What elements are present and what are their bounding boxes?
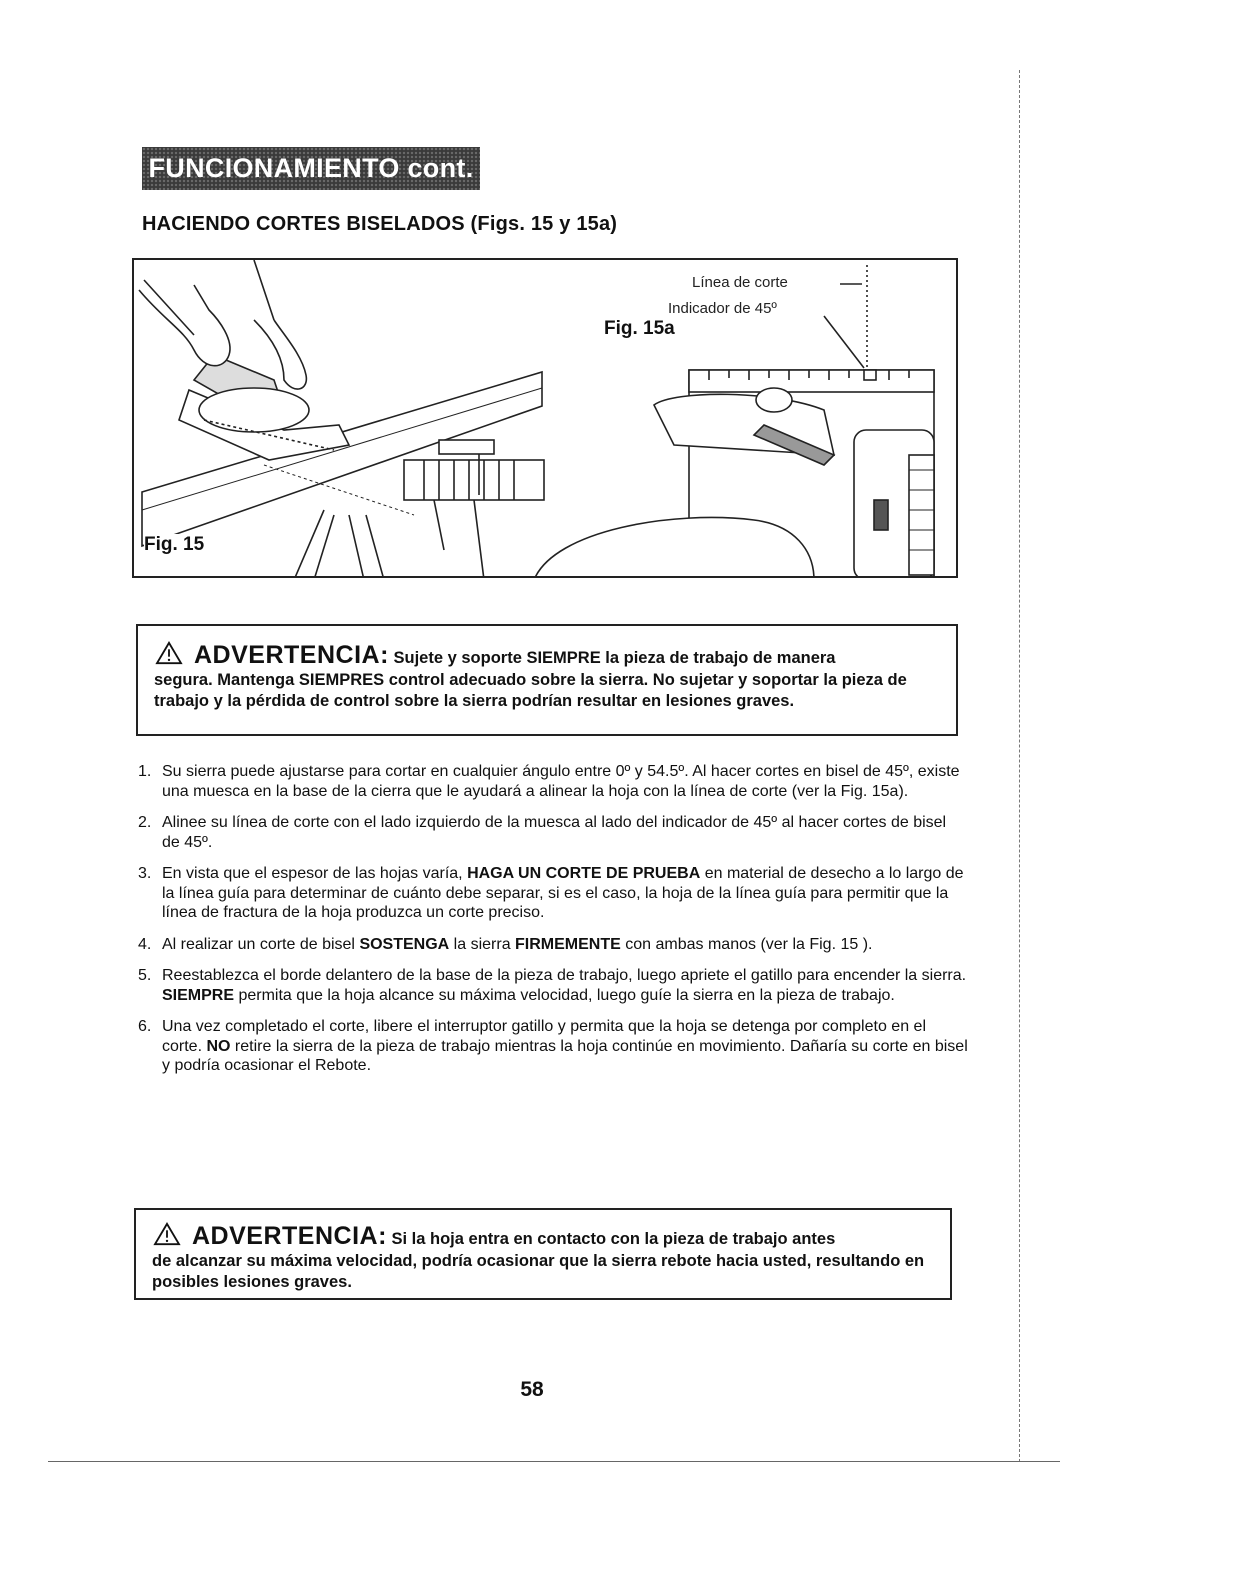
step-segment: con ambas manos (ver la Fig. 15 ).: [620, 935, 873, 953]
instruction-steps: [138, 762, 968, 1088]
warning-1-text: segura. Mantenga SIEMPRES control adecuado sobre la sierra. No sujetar y soportar la pieza de trabajo y la pérdida de control sobre la sierra podrían resultar en lesiones graves.: [154, 671, 907, 710]
section-heading: HACIENDO CORTES BISELADOS (Figs. 15 y 15a): [142, 213, 618, 235]
step-item: [138, 935, 968, 955]
step-number: 3.: [138, 865, 152, 882]
step-text: [162, 762, 968, 801]
callout-45-indicator: Indicador de 45º: [668, 300, 777, 317]
step-text: [162, 864, 968, 923]
warning-triangle-icon: [154, 641, 184, 665]
warning-triangle-icon: [152, 1222, 182, 1246]
fig-15a-label: Fig. 15a: [604, 318, 675, 339]
step-text: [162, 1017, 968, 1076]
warning-2-lead: Si la hoja entra en contacto con la pieza de trabajo antes: [391, 1230, 836, 1248]
saw-base-detail: [534, 370, 934, 578]
warning-1-title: ADVERTENCIA:: [194, 641, 389, 669]
step-text: [162, 966, 968, 1005]
step-segment: Una vez completado el corte, libere el interruptor gatillo y permita que la hoja se detenga por completo en el corte.: [162, 1018, 926, 1055]
warning-box-1: [136, 624, 958, 736]
step-emphasis: SIEMPRE: [162, 986, 235, 1004]
warning-2-text: de alcanzar su máxima velocidad, podría ocasionar que la sierra rebote hacia usted, resultando en posibles lesiones graves.: [152, 1252, 925, 1291]
45-degree-notch: [864, 370, 876, 380]
step-number: 6.: [138, 1018, 152, 1035]
figure-15-and-15a: [132, 258, 958, 578]
step-emphasis: SOSTENGA: [359, 935, 450, 953]
step-segment: retire la sierra de la pieza de trabajo mientras la hoja continúe en movimiento. Dañaría su corte en bisel y podría ocasionar el Rebote.: [162, 1037, 968, 1074]
step-text: [162, 935, 968, 955]
step-text: [162, 813, 968, 852]
step-item: [138, 813, 968, 852]
section-banner: FUNCIONAMIENTO cont.: [142, 147, 480, 190]
figure-illustration: [134, 260, 958, 578]
step-segment: Alinee su línea de corte con el lado izquierdo de la muesca al lado del indicador de 45º al hacer cortes de bisel de 45º.: [162, 814, 947, 851]
callout-cut-line: Línea de corte: [692, 274, 788, 291]
warning-box-2: [134, 1208, 952, 1300]
step-emphasis: FIRMEMENTE: [515, 935, 621, 953]
step-item: [138, 966, 968, 1005]
warning-2-title: ADVERTENCIA:: [192, 1222, 387, 1250]
step-number: 5.: [138, 967, 152, 984]
page-number: 58: [520, 1378, 544, 1401]
step-emphasis: NO: [206, 1037, 231, 1055]
step-number: 4.: [138, 935, 152, 953]
warning-1-lead: Sujete y soporte SIEMPRE la pieza de trabajo de manera: [393, 649, 836, 667]
clamp: [439, 440, 494, 454]
margin-rule-horizontal: [48, 1461, 1060, 1462]
step-segment: permita que la hoja alcance su máxima velocidad, luego guíe la sierra en la pieza de trabajo.: [234, 986, 895, 1004]
step-segment: Su sierra puede ajustarse para cortar en cualquier ángulo entre 0º y 54.5º. Al hacer cortes en bisel de 45º, existe una muesca en la base de la cierra que le ayudará a alinear la hoja con la línea de corte (ver la Fig. 15a).: [162, 763, 960, 800]
sawhorse: [404, 460, 544, 500]
step-segment: Reestablezca el borde delantero de la base de la pieza de trabajo, luego apriete el gatillo para encender la sierra.: [162, 967, 967, 984]
step-number: 2.: [138, 814, 152, 831]
step-segment: en material de desecho a lo largo de la línea guía para determinar de cuánto debe separar, si es el caso, la hoja de la línea guía para permitir que la línea de fractura de la hoja produzca un corte preciso.: [162, 865, 964, 921]
step-item: [138, 762, 968, 801]
step-segment: Al realizar un corte de bisel: [162, 935, 360, 953]
step-number: 1.: [138, 763, 152, 780]
step-item: [138, 864, 968, 923]
step-segment: En vista que el espesor de las hojas varía,: [162, 865, 468, 882]
step-item: [138, 1017, 968, 1076]
fig-15-label: Fig. 15: [144, 534, 205, 555]
step-emphasis: HAGA UN CORTE DE PRUEBA: [467, 865, 701, 882]
margin-rule-vertical: [1019, 70, 1020, 1462]
step-segment: la sierra: [449, 935, 516, 953]
